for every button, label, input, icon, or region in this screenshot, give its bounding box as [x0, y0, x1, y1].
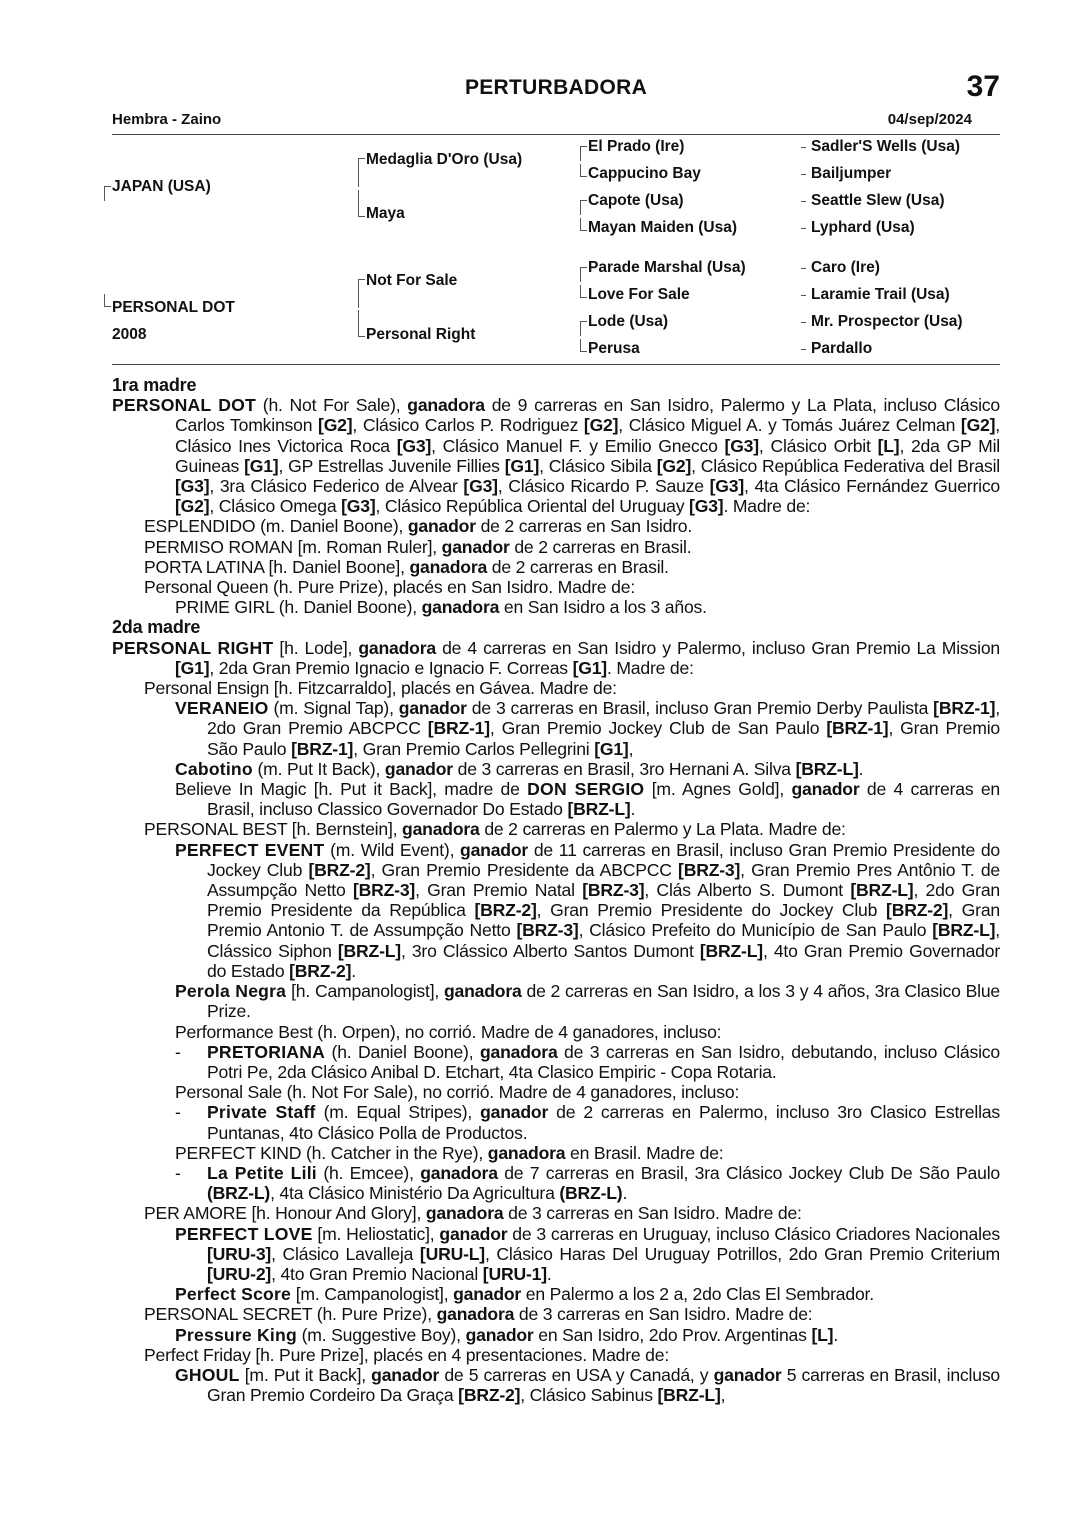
produce-entry	[112, 819, 1000, 839]
produce-entry	[112, 1345, 1000, 1365]
produce-text: (m. Equal Stripes), ganador de 2 carreras en Palermo, incluso 3ro Clasico Estrellas Puntanas, 4to Clásico Polla de Productos.	[207, 1102, 1000, 1143]
produce-text: PER AMORE [h. Honour And Glory], ganadora de 3 carreras en San Isidro. Madre de:	[144, 1203, 802, 1224]
produce-entry	[112, 779, 1000, 819]
pedigree-gen3-7: Lode (Usa)	[588, 313, 669, 330]
produce-text: (h. Daniel Boone), ganadora de 3 carreras en San Isidro, debutando, incluso Clásico Potri Pe, 2da Clásico Anibal D. Etchart, 4ta Clasico Empiric - Copa Rotaria.	[207, 1041, 1000, 1082]
pedigree-gen4-2: Bailjumper	[811, 165, 892, 182]
bracket	[358, 158, 365, 187]
produce-name: PERFECT EVENT	[175, 839, 325, 860]
produce-entry	[112, 537, 1000, 557]
produce-entry	[112, 698, 1000, 759]
produce-entry	[112, 1082, 1000, 1102]
produce-text: (h. Not For Sale), ganadora de 9 carreras en San Isidro, Palermo y La Plata, incluso Clásico Carlos Tomkinson [G2], Clásico Carlos P. Rodriguez [G2], Clásico Miguel A. y Tomás Juárez Celman [G2], Clásico Ines Victorica Roca [G3], Clásico Manuel F. y Emilio Gnecco [G3], Clásico Orbit [L], 2da GP Mil Guineas [G1], GP Estrellas Juvenile Fillies [G1], Clásico Sibila [G2], Clásico República Federativa del Brasil [G3], 3ra Clásico Federico de Alvear [G3], Clásico Ricardo P. Sauze [G3], 4ta Clásico Fernández Guerrico [G2], Clásico Omega [G3], Clásico República Oriental del Uruguay [G3]. Madre de:	[175, 395, 1001, 517]
pedigree-gen3-1: El Prado (Ire)	[588, 138, 685, 155]
bracket	[358, 279, 365, 308]
pedigree-gen3-3: Capote (Usa)	[588, 192, 684, 209]
pedigree-gen3-4: Mayan Maiden (Usa)	[588, 219, 738, 236]
bracket	[580, 218, 587, 231]
produce-name: Cabotino	[175, 758, 253, 779]
produce-text: (m. Put It Back), ganador de 3 carreras en Brasil, 3ro Hernani A. Silva [BRZ-L].	[252, 758, 864, 779]
produce-text: Performance Best (h. Orpen), no corrió. Madre de 4 ganadores, incluso:	[175, 1021, 722, 1042]
pedigree-gen2-1: Medaglia D'Oro (Usa)	[366, 151, 523, 168]
bracket	[580, 285, 587, 298]
produce-entry	[112, 1203, 1000, 1223]
produce-entry	[112, 395, 1000, 516]
pedigree-gen3-2: Cappucino Bay	[588, 165, 701, 182]
produce-name: Pressure King	[175, 1324, 297, 1345]
produce-text: PERFECT KIND (h. Catcher in the Rye), ganadora en Brasil. Madre de:	[175, 1142, 724, 1163]
pedigree-gen3-6: Love For Sale	[588, 286, 690, 303]
produce-entry	[112, 1284, 1000, 1304]
produce-entry	[112, 759, 1000, 779]
bracket	[580, 339, 587, 352]
pedigree-gen4-4: Lyphard (Usa)	[811, 219, 915, 236]
produce-name: La Petite Lili	[207, 1162, 317, 1183]
produce-entry	[112, 1224, 1000, 1285]
sex-coat: Hembra - Zaino	[112, 111, 222, 128]
bracket	[358, 310, 365, 337]
pedigree-gen3-8: Perusa	[588, 340, 640, 357]
page-number: 37	[966, 70, 1000, 103]
produce-text: (m. Suggestive Boy), ganador en San Isidro, 2do Prov. Argentinas [L].	[296, 1324, 839, 1345]
produce-entry	[112, 1022, 1000, 1042]
pedigree-gen4-7: Mr. Prospector (Usa)	[811, 313, 963, 330]
dash	[801, 268, 806, 269]
produce-entry	[112, 1325, 1000, 1345]
bracket	[580, 146, 587, 161]
dash	[801, 147, 806, 148]
produce-entry	[112, 638, 1000, 678]
produce-name: Perola Negra	[175, 981, 287, 1002]
produce-text: (m. Wild Event), ganador de 11 carreras en Brasil, incluso Gran Premio Presidente do Jockey Club [BRZ-2], Gran Premio Presidente da ABCPCC [BRZ-3], Gran Premio Pres Antônio T. de Assumpção Netto [BRZ-3], Gran Premio Natal [BRZ-3], Clás Alberto S. Dumont [BRZ-L], 2do Gran Premio Presidente da República [BRZ-2], Gran Premio Presidente do Jockey Club [BRZ-2], Gran Premio Antonio T. de Assumpção Netto [BRZ-3], Clásico Prefeito do Município de San Paulo [BRZ-L], Clássico Siphon [BRZ-L], 3ro Clássico Alberto Santos Dumont [BRZ-L], 4to Gran Premio Governador do Estado [BRZ-2].	[207, 839, 1000, 981]
produce-record	[112, 375, 1000, 1405]
produce-text: Believe In Magic [h. Put it Back], madre de DON SERGIO [m. Agnes Gold], ganador de 4 carreras en Brasil, incluso Classico Governador Do Estado [BRZ-L].	[175, 779, 1000, 820]
produce-entry	[112, 516, 1000, 536]
pedigree-gen4-8: Pardallo	[811, 340, 873, 357]
produce-name: VERANEIO	[175, 698, 269, 719]
dash	[801, 201, 806, 202]
top-rule	[112, 134, 1000, 135]
produce-text: Personal Ensign [h. Fitzcarraldo], placés en Gávea. Madre de:	[144, 678, 617, 699]
dash	[801, 349, 806, 350]
produce-text: ESPLENDIDO (m. Daniel Boone), ganador de 2 carreras en San Isidro.	[144, 516, 693, 537]
produce-text: Personal Queen (h. Pure Prize), placés en San Isidro. Madre de:	[144, 577, 636, 598]
pedigree-gen4-6: Laramie Trail (Usa)	[811, 286, 950, 303]
produce-name: PRETORIANA	[207, 1041, 326, 1062]
pedigree-sire: JAPAN (USA)	[112, 178, 211, 195]
produce-text: PERSONAL BEST [h. Bernstein], ganadora de 2 carreras en Palermo y La Plata. Madre de:	[144, 819, 846, 840]
dash	[801, 174, 806, 175]
produce-text: PORTA LATINA [h. Daniel Boone], ganadora de 2 carreras en Brasil.	[144, 556, 669, 577]
horse-name-title: PERTURBADORA	[464, 76, 648, 99]
produce-entry: - PRETORIANA (h. Daniel Boone), ganadora de 3 carreras en San Isidro, debutando, incluso Clásico Potri Pe, 2da Clásico Anibal D. Etchart, 4ta Clasico Empiric - Copa Rotaria.	[175, 1041, 1000, 1082]
bracket	[580, 164, 587, 177]
produce-name: PERSONAL RIGHT	[112, 637, 274, 658]
produce-entry: - Private Staff (m. Equal Stripes), ganador de 2 carreras en Palermo, incluso 3ro Clasico Estrellas Puntanas, 4to Clásico Polla de Productos.	[175, 1102, 1000, 1143]
pedigree-gen3-5: Parade Marshal (Usa)	[588, 259, 746, 276]
produce-entry	[112, 678, 1000, 698]
produce-name: Private Staff	[207, 1102, 316, 1123]
produce-text: (m. Signal Tap), ganador de 3 carreras en Brasil, incluso Gran Premio Derby Paulista [BRZ-1], 2do Gran Premio ABCPCC [BRZ-1], Gran Premio Jockey Club de San Paulo [BRZ-1], Gran Premio São Paulo [BRZ-1], Gran Premio Carlos Pellegrini [G1],	[207, 698, 1000, 759]
produce-entry	[112, 597, 1000, 617]
produce-text: PERSONAL SECRET (h. Pure Prize), ganadora de 3 carreras en San Isidro. Madre de:	[144, 1304, 813, 1325]
produce-text: Perfect Friday [h. Pure Prize], placés en 4 presentaciones. Madre de:	[144, 1344, 670, 1365]
report-date: 04/sep/2024	[887, 111, 972, 128]
produce-name: PERSONAL DOT	[112, 395, 256, 416]
pedigree-gen4-5: Caro (Ire)	[811, 259, 880, 276]
pedigree-gen2-2: Maya	[366, 205, 405, 222]
pedigree-dam-year: 2008	[112, 326, 147, 343]
pedigree-gen2-4: Personal Right	[366, 326, 476, 343]
bracket	[580, 200, 587, 215]
bracket	[580, 321, 587, 336]
produce-text: PERMISO ROMAN [m. Roman Ruler], ganador de 2 carreras en Brasil.	[144, 536, 692, 557]
pedigree-gen2-3: Not For Sale	[366, 272, 458, 289]
pedigree-gen4-3: Seattle Slew (Usa)	[811, 192, 945, 209]
produce-entry	[112, 1143, 1000, 1163]
produce-entry	[112, 557, 1000, 577]
produce-text: [m. Put it Back], ganador de 5 carreras en USA y Canadá, y ganador 5 carreras en Brasil, incluso Gran Premio Cordeiro Da Graça [BRZ-2], Clásico Sabinus [BRZ-L],	[207, 1364, 1000, 1406]
produce-text: [m. Heliostatic], ganador de 3 carreras en Uruguay, incluso Clásico Criadores Nacionales [URU-3], Clásico Lavalleja [URU-L], Clásico Haras Del Uruguay Potrillos, 2do Gran Premio Criterium [URU-2], 4to Gran Premio Nacional [URU-1].	[207, 1223, 1000, 1284]
section-heading: 2da madre	[112, 617, 201, 638]
dash	[801, 228, 806, 229]
produce-entry	[112, 1365, 1000, 1405]
bracket	[104, 186, 111, 201]
produce-text: [m. Campanologist], ganador en Palermo a los 2 a, 2do Clas El Sembrador.	[291, 1284, 874, 1305]
bracket	[580, 267, 587, 282]
produce-name: PERFECT LOVE	[175, 1223, 313, 1244]
produce-name: Perfect Score	[175, 1284, 292, 1305]
dash	[801, 322, 806, 323]
produce-entry	[112, 840, 1000, 981]
bracket	[104, 294, 111, 307]
pedigree-gen4-1: Sadler'S Wells (Usa)	[811, 138, 960, 155]
pedigree-bottom-rule	[112, 364, 1000, 365]
produce-text: (h. Emcee), ganadora de 7 carreras en Brasil, 3ra Clásico Jockey Club De São Paulo (BRZ-L), 4ta Clásico Ministério Da Agricultura (BRZ-L).	[207, 1162, 1001, 1204]
produce-entry	[112, 981, 1000, 1021]
dash	[801, 295, 806, 296]
produce-entry: - La Petite Lili (h. Emcee), ganadora de 7 carreras en Brasil, 3ra Clásico Jockey Club De São Paulo (BRZ-L), 4ta Clásico Ministério Da Agricultura (BRZ-L).	[175, 1162, 1001, 1204]
produce-text: PRIME GIRL (h. Daniel Boone), ganadora en San Isidro a los 3 años.	[175, 597, 707, 618]
produce-entry	[112, 577, 1000, 597]
pedigree-dam: PERSONAL DOT	[112, 299, 235, 316]
produce-entry	[112, 1304, 1000, 1324]
produce-name: GHOUL	[175, 1364, 240, 1385]
produce-text: [h. Campanologist], ganadora de 2 carreras en San Isidro, a los 3 y 4 años, 3ra Clasico Blue Prize.	[207, 981, 1000, 1022]
produce-text: [h. Lode], ganadora de 4 carreras en San Isidro y Palermo, incluso Gran Premio La Mission [G1], 2da Gran Premio Ignacio e Ignacio F. Correas [G1]. Madre de:	[175, 637, 1000, 678]
produce-text: Personal Sale (h. Not For Sale), no corrió. Madre de 4 ganadores, incluso:	[175, 1082, 740, 1103]
section-heading: 1ra madre	[112, 375, 197, 395]
bracket	[358, 190, 365, 217]
